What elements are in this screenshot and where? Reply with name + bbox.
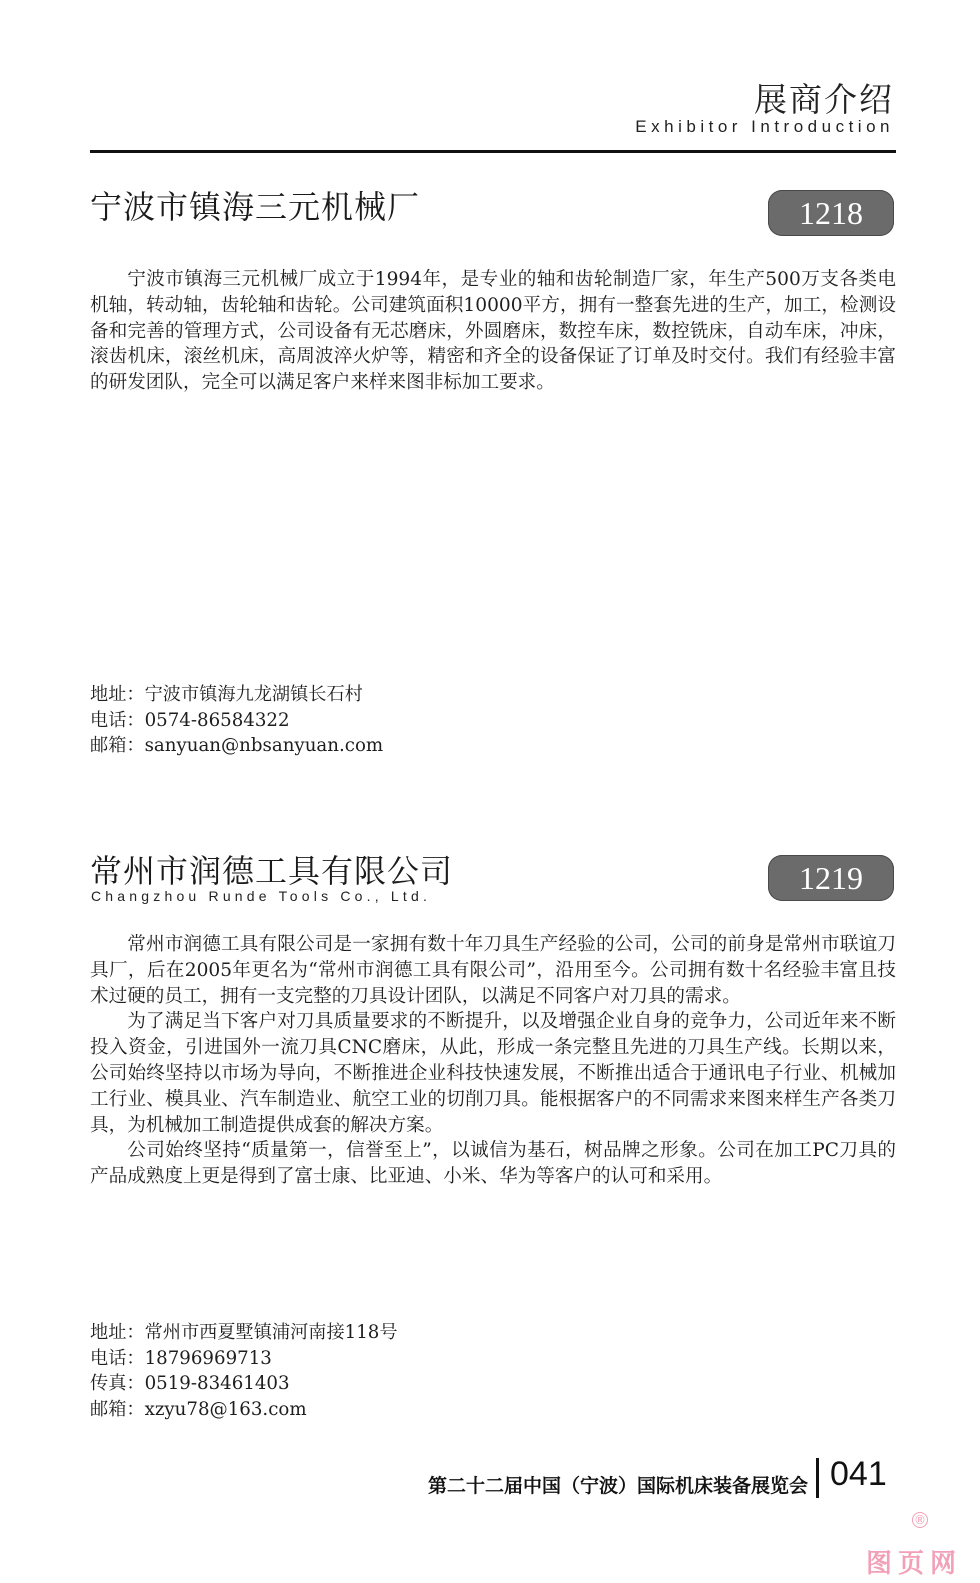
exhibitor-1-paragraph: 宁波市镇海三元机械厂成立于1994年，是专业的轴和齿轮制造厂家，年生产500万支各类电机轴，转动轴，齿轮轴和齿轮。公司建筑面积10000平方，拥有一整套先进的生产，加工，检测设备和完善的管理方式，公司设备有无芯磨床，外圆磨床，数控车床，数控铣床，自动车床，冲床，滚齿机床，滚丝机床，高周波淬火炉等，精密和齐全的设备保证了订单及时交付。我们有经验丰富的研发团队，完全可以满足客户来样来图非标加工要求。 bbox=[90, 269, 896, 394]
watermark-logo: 图页网 bbox=[865, 1549, 962, 1579]
exhibitor-2-contacts bbox=[90, 1320, 398, 1422]
header-divider bbox=[90, 150, 896, 153]
exhibitor-2-description bbox=[90, 932, 896, 1190]
exhibitor-2-name: 常州市润德工具有限公司 bbox=[90, 852, 454, 890]
registered-mark: ® bbox=[914, 1513, 926, 1527]
exhibitor-2-booth-badge: 1219 bbox=[768, 855, 894, 901]
footer-divider bbox=[816, 1458, 819, 1498]
exhibitor-2-email: 邮箱：xzyu78@163.com bbox=[90, 1398, 307, 1420]
exhibitor-2-paragraph: 为了满足当下客户对刀具质量要求的不断提升，以及增强企业自身的竞争力，公司近年来不断投入资金，引进国外一流刀具CNC磨床，从此，形成一条完整且先进的刀具生产线。长期以来，公司始终坚持以市场为导向，不断推进企业科技快速发展，不断推出适合于通讯电子行业、机械加工行业、模具业、汽车制造业、航空工业的切削刀具。能根据客户的不同需求来图来样生产各类刀具，为机械加工制造提供成套的解决方案。 bbox=[90, 1011, 896, 1136]
exhibitor-2-paragraph: 常州市润德工具有限公司是一家拥有数十年刀具生产经验的公司，公司的前身是常州市联谊刀具厂，后在2005年更名为“常州市润德工具有限公司”，沿用至今。公司拥有数十名经验丰富且技术过硬的员工，拥有一支完整的刀具设计团队，以满足不同客户对刀具的需求。 bbox=[90, 934, 896, 1007]
footer-event-name: 第二十二届中国（宁波）国际机床装备展览会 bbox=[427, 1475, 808, 1497]
section-title: 展商介绍 bbox=[754, 80, 894, 119]
exhibitor-2-fax: 传真：0519-83461403 bbox=[90, 1373, 290, 1394]
exhibitor-1-booth-badge: 1218 bbox=[768, 190, 894, 236]
exhibitor-1-name: 宁波市镇海三元机械厂 bbox=[90, 188, 421, 226]
exhibitor-2-paragraph: 公司始终坚持“质量第一，信誉至上”，以诚信为基石，树品牌之形象。公司在加工PC刀具的产品成熟度上更是得到了富士康、比亚迪、小米、华为等客户的认可和采用。 bbox=[90, 1140, 896, 1188]
exhibitor-1-address: 地址：宁波市镇海九龙湖镇长石村 bbox=[90, 684, 363, 705]
exhibitor-2-address: 地址：常州市西夏墅镇浦河南接118号 bbox=[90, 1322, 398, 1343]
exhibitor-1-phone: 电话：0574-86584322 bbox=[90, 709, 290, 731]
exhibitor-1-contacts bbox=[90, 682, 383, 759]
exhibitor-1-description bbox=[90, 267, 896, 396]
page-number: 041 bbox=[830, 1455, 887, 1493]
exhibitor-2-phone: 电话：18796969713 bbox=[90, 1347, 272, 1369]
exhibitor-1-email: 邮箱：sanyuan@nbsanyuan.com bbox=[90, 735, 384, 756]
section-subtitle: Exhibitor Introduction bbox=[635, 117, 894, 136]
exhibitor-2-name-en: Changzhou Runde Tools Co., Ltd. bbox=[91, 888, 432, 904]
